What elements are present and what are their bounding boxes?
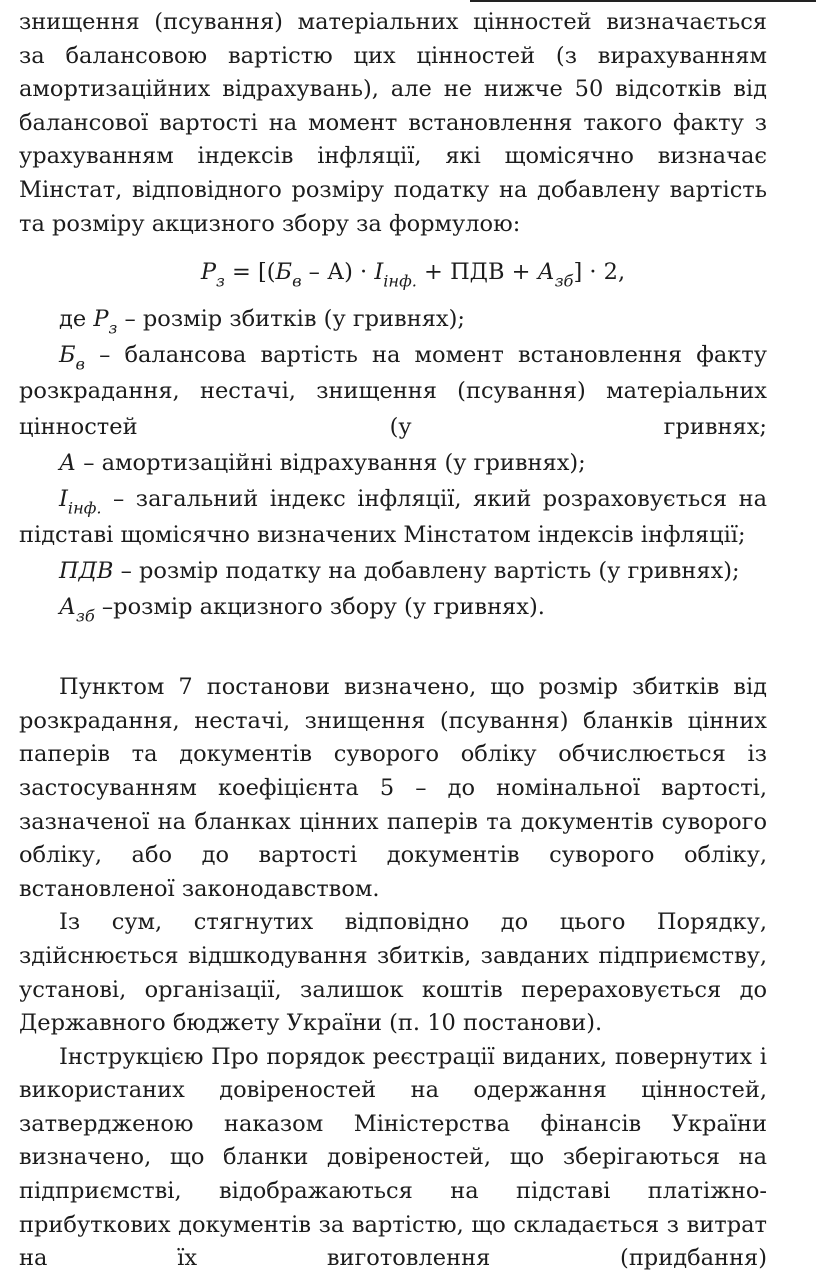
definition-text: –розмір акцизного збору (у гривнях).	[94, 594, 545, 621]
definition-symbol: P	[93, 306, 109, 333]
definition-pdv	[19, 553, 767, 589]
formula-eq: = [(	[224, 259, 276, 286]
body-paragraph: Із сум, стягнутих відповідно до цього Порядку, здійснюється відшкодування збитків, завданих підприємству, установі, організації, залишок коштів перераховується до Державного бюджету України (п. 10 постанови).	[19, 909, 767, 1037]
formula-b-sub: в	[292, 271, 302, 291]
paragraph-gap	[19, 625, 767, 671]
definition-symbol-sub: інф.	[67, 498, 102, 518]
top-rule	[470, 0, 816, 2]
definition-a	[19, 445, 767, 481]
definition-symbol: І	[59, 486, 68, 513]
definition-bv	[19, 337, 767, 445]
definition-pz	[19, 301, 767, 337]
formula-lhs-sub: з	[215, 271, 225, 291]
definition-symbol: Б	[59, 342, 76, 369]
definition-symbol-sub: зб	[76, 606, 95, 626]
definition-prefix: де	[59, 306, 94, 333]
formula-b: Б	[275, 259, 293, 286]
definition-azb	[19, 589, 767, 625]
definition-iinf	[19, 481, 767, 553]
definition-text: – балансова вартість на момент встановлення факту розкрадання, нестачі, знищення (псування) матеріальних цінностей (у гривнях;	[19, 342, 767, 441]
damage-formula	[19, 249, 767, 295]
definition-text: – розмір збитків (у гривнях);	[117, 306, 465, 333]
body-paragraph: Пунктом 7 постанови визначено, що розмір збитків від розкрадання, нестачі, знищення (псування) бланків цінних паперів та документів суворого обліку обчислюється із застосуванням коефіцієнта 5 – до номінальної вартості, зазначеної на бланках цінних паперів та документів суворого обліку, або до вартості документів суворого обліку, встановленої законодавством.	[19, 674, 767, 902]
formula-lhs: P	[200, 259, 216, 286]
formula-a: А	[537, 259, 555, 286]
definition-symbol: А	[59, 594, 77, 621]
definition-symbol: ПДВ	[59, 558, 114, 585]
document-page	[19, 6, 767, 1276]
definition-symbol-sub: з	[108, 318, 118, 338]
formula-minus-a: – А) ·	[301, 259, 375, 286]
formula-tail: ] · 2,	[573, 259, 626, 286]
formula-plus-vat: + ПДВ +	[416, 259, 538, 286]
definition-symbol: А	[59, 450, 77, 477]
formula-a-sub: зб	[554, 271, 574, 291]
definition-text: – загальний індекс інфляції, який розраховується на підставі щомісячно визначених Мінстатом індексів інфляції;	[19, 486, 767, 549]
definition-symbol-sub: в	[75, 354, 85, 374]
definition-text: – амортизаційні відрахування (у гривнях);	[76, 450, 586, 477]
formula-i-sub: інф.	[383, 271, 417, 291]
definition-text: – розмір податку на добавлену вартість (у гривнях);	[113, 558, 740, 585]
body-paragraph: Інструкцією Про порядок реєстрації виданих, повернутих і використаних довіреностей на одержання цінностей, затвердженою наказом Міністерства фінансів України визначено, що бланки довіреностей, що зберігаються на підприємстві, відображаються на підставі платіжно-прибуткових документів за вартістю, що складається з витрат на їх виготовлення (придбання)	[19, 1043, 767, 1272]
formula-i: І	[374, 259, 384, 286]
intro-paragraph: знищення (псування) матеріальних цінностей визначається за балансовою вартістю цих цінностей (з вирахуванням амортизаційних відрахувань), але не нижче 50 відсотків від балансової вартості на момент встановлення такого факту з урахуванням індексів інфляції, які щомісячно визначає Мінстат, відповідного розміру податку на добавлену вартість та розміру акцизного збору за формулою:	[19, 9, 767, 237]
